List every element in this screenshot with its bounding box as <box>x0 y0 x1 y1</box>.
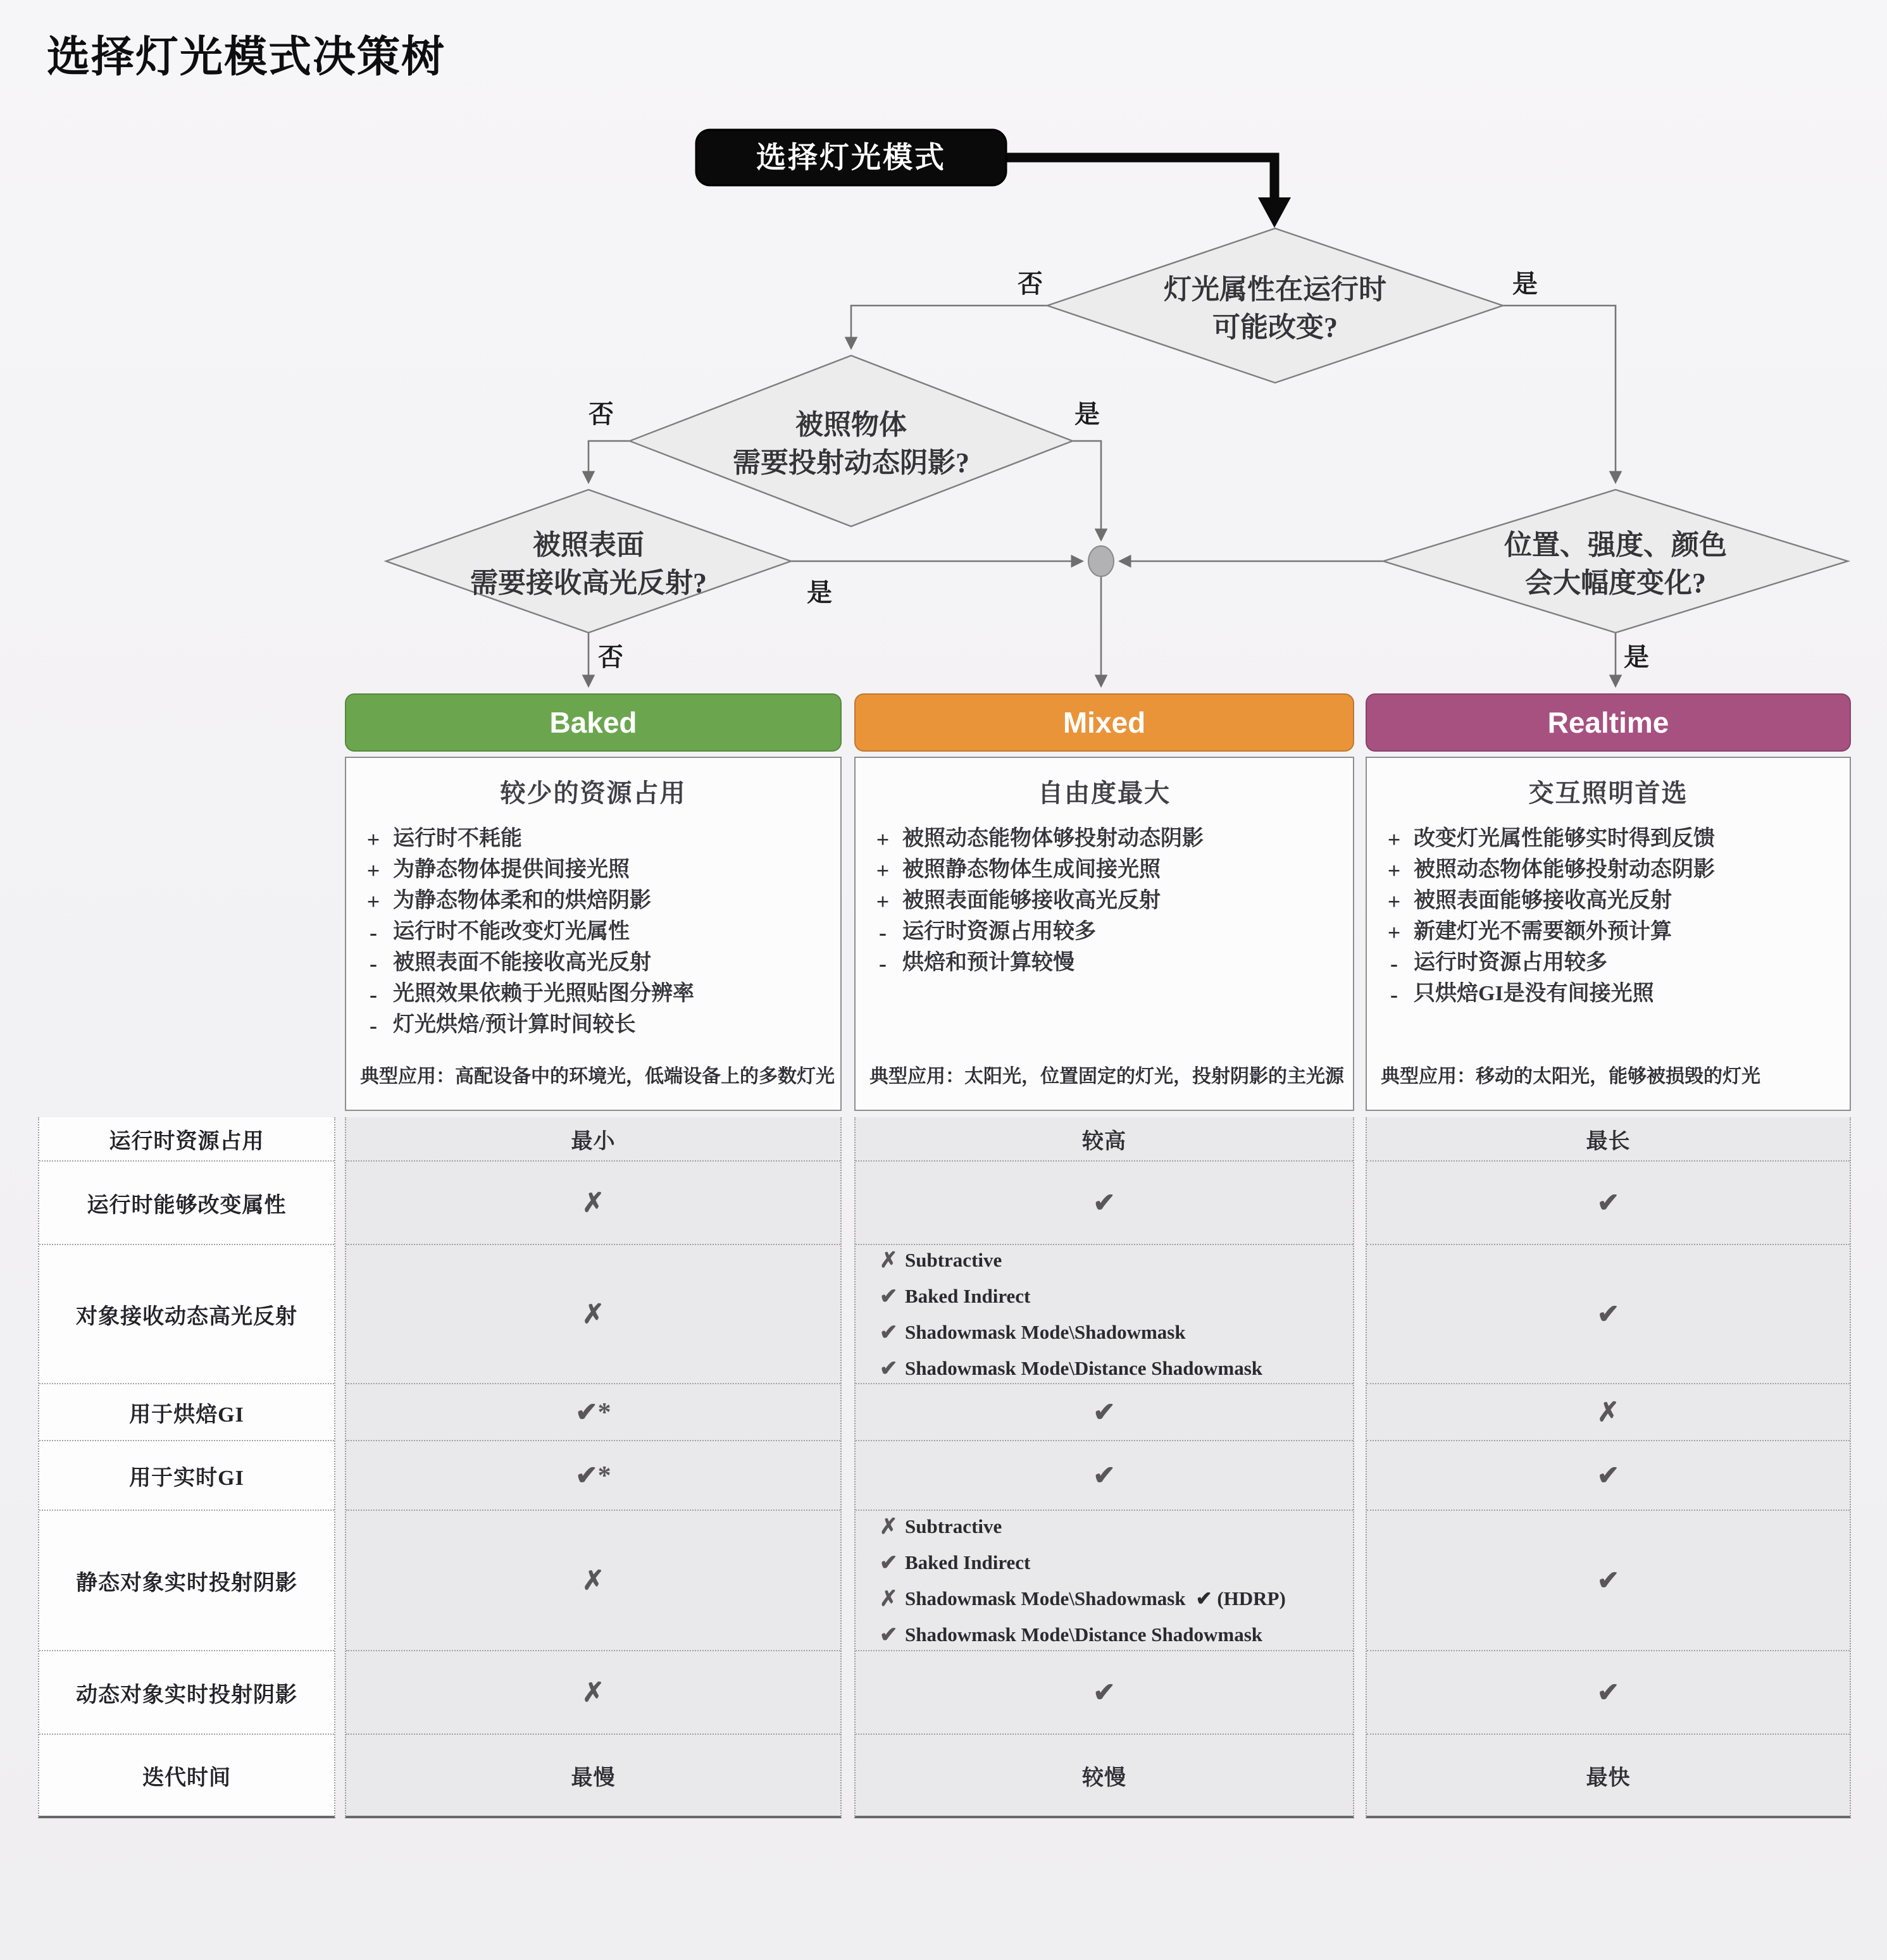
card-items <box>872 828 1353 975</box>
decision-text: 被照物体 <box>795 409 907 440</box>
table-cell <box>856 1162 1353 1245</box>
check-mark: ✔ <box>880 1320 898 1344</box>
check-mark: ✔ <box>1597 1566 1620 1596</box>
table-column-realtime <box>1366 1117 1851 1818</box>
cross-mark: ✗ <box>880 1587 898 1611</box>
edge-label-yes: 是 <box>1074 400 1100 428</box>
item-text: 烘焙和预计算较慢 <box>902 951 1074 974</box>
edge-d2-yes <box>1073 441 1101 540</box>
list-item <box>880 1550 1030 1575</box>
edge-label-yes: 是 <box>807 578 832 607</box>
table-cell <box>1367 1117 1850 1162</box>
card-item <box>363 921 840 944</box>
table-cell <box>346 1245 840 1384</box>
card-item <box>1383 952 1850 975</box>
list-item <box>880 1356 1262 1381</box>
table-cell <box>1367 1384 1850 1441</box>
card-baked <box>345 757 842 1111</box>
item-text: 被照动态物体能够投射动态阴影 <box>1414 858 1715 881</box>
item-text: 光照效果依赖于光照贴图分辨率 <box>393 982 694 1005</box>
item-text: 运行时不能改变灯光属性 <box>393 920 630 943</box>
check-mark: ✔ <box>1597 1461 1620 1491</box>
row-label: 静态对象实时投射阴影 <box>76 1571 297 1595</box>
item-sign: - <box>370 951 377 976</box>
decision-dynamic-shadow <box>630 356 1073 526</box>
card-mixed <box>854 757 1354 1111</box>
item-sign: + <box>1387 920 1401 945</box>
item-sign: - <box>1390 951 1398 976</box>
decision-light-change <box>1047 228 1503 383</box>
list-item <box>880 1284 1030 1309</box>
card-item <box>363 828 840 851</box>
card-item <box>1383 890 1850 913</box>
cell-value: 较慢 <box>1082 1766 1126 1790</box>
card-item <box>363 1014 840 1037</box>
item-sign: - <box>370 1013 377 1038</box>
decision-text: 被照表面 <box>533 530 644 561</box>
check-mark: ✔ <box>1093 1461 1116 1491</box>
check-mark: ✔ <box>880 1284 898 1308</box>
table-cell <box>1367 1735 1850 1816</box>
item-text: 被照表面能够接收高光反射 <box>902 889 1161 912</box>
card-item <box>1383 859 1850 882</box>
check-mark: ✔* <box>575 1461 611 1491</box>
list-item-text: Baked Indirect <box>905 1284 1031 1307</box>
cross-mark: ✗ <box>582 1566 605 1596</box>
item-text: 被照表面不能接收高光反射 <box>393 951 651 974</box>
edge-label-no: 否 <box>598 643 623 671</box>
item-sign: - <box>1390 982 1398 1007</box>
start-arrowhead <box>1258 197 1291 228</box>
item-sign: + <box>876 827 890 852</box>
table-cell <box>856 1384 1353 1441</box>
table-cell <box>856 1735 1353 1816</box>
row-label: 运行时资源占用 <box>109 1129 265 1153</box>
table-row-label <box>39 1651 334 1735</box>
card-title: 自由度最大 <box>1038 779 1171 807</box>
table-row-label <box>39 1511 334 1651</box>
table-cell <box>856 1511 1353 1651</box>
check-mark: ✔ <box>880 1551 898 1575</box>
card-item <box>872 921 1353 944</box>
check-mark: ✔* <box>575 1398 611 1427</box>
table-column-mixed <box>854 1117 1354 1818</box>
row-label: 动态对象实时投射阴影 <box>76 1683 297 1707</box>
edge-label-yes: 是 <box>1512 270 1538 298</box>
cell-value: 较高 <box>1082 1129 1126 1153</box>
list-item <box>880 1622 1262 1647</box>
item-sign: + <box>876 889 890 914</box>
row-label: 迭代时间 <box>142 1766 231 1790</box>
decision-text: 需要投射动态阴影? <box>733 447 969 478</box>
list-item-text: Shadowmask Mode\Distance Shadowmask <box>905 1623 1262 1646</box>
decision-specular <box>386 490 791 633</box>
item-sign: - <box>370 982 377 1007</box>
edge-label-no: 否 <box>589 400 614 428</box>
table-row-label <box>39 1162 334 1245</box>
item-sign: - <box>879 920 887 945</box>
card-typical-use: 典型应用：高配设备中的环境光，低端设备上的多数灯光 <box>360 1066 835 1087</box>
table-cell <box>856 1651 1353 1735</box>
item-sign: + <box>366 858 380 883</box>
item-text: 被照表面能够接收高光反射 <box>1414 889 1672 912</box>
check-mark: ✔ <box>1597 1300 1620 1329</box>
card-item <box>1383 828 1850 851</box>
card-item <box>872 859 1353 882</box>
table-cell <box>1367 1245 1850 1384</box>
edge-label-no: 否 <box>1018 270 1043 298</box>
card-item <box>1383 921 1850 944</box>
cross-mark: ✗ <box>880 1248 898 1272</box>
list-item-text: Shadowmask Mode\Distance Shadowmask <box>905 1356 1262 1379</box>
edge-d1-no <box>851 306 1047 348</box>
decision-text: 可能改变? <box>1212 312 1338 343</box>
table-cell <box>1367 1651 1850 1735</box>
row-label: 用于烘焙GI <box>129 1403 244 1427</box>
table-cell <box>346 1511 840 1651</box>
check-mark: ✔ <box>880 1623 898 1647</box>
table-row-label <box>39 1384 334 1441</box>
check-mark: ✔ <box>1597 1189 1620 1218</box>
row-label: 用于实时GI <box>129 1466 244 1490</box>
item-text: 新建灯光不需要额外预计算 <box>1414 920 1672 943</box>
decision-text: 位置、强度、颜色 <box>1504 530 1727 561</box>
table-cell <box>856 1245 1353 1384</box>
table-cell <box>346 1651 840 1735</box>
start-node-label: 选择灯光模式 <box>756 142 946 175</box>
card-item <box>363 983 840 1006</box>
table-cell <box>856 1117 1353 1162</box>
card-typical-use: 典型应用：太阳光，位置固定的灯光，投射阴影的主光源 <box>869 1066 1344 1087</box>
list-item <box>880 1320 1186 1345</box>
decision-text: 需要接收高光反射? <box>470 568 707 599</box>
cell-value: 最小 <box>571 1129 616 1153</box>
table-row-label <box>39 1245 334 1384</box>
cross-mark: ✗ <box>582 1300 605 1329</box>
decision-large-change <box>1383 490 1848 633</box>
item-text: 为静态物体提供间接光照 <box>393 858 630 881</box>
cross-mark: ✗ <box>1597 1398 1620 1427</box>
table-row-label <box>39 1441 334 1511</box>
card-title: 交互照明首选 <box>1528 779 1688 807</box>
list-item <box>880 1586 1286 1611</box>
list-item <box>880 1514 1002 1539</box>
item-text: 运行时不耗能 <box>393 827 522 850</box>
list-item <box>880 1248 1002 1273</box>
table-cell <box>346 1384 840 1441</box>
card-item <box>872 952 1353 975</box>
item-sign: + <box>1387 889 1401 914</box>
start-connector <box>1006 158 1274 201</box>
card-items <box>1383 828 1850 1006</box>
list-item-text: Subtractive <box>905 1248 1002 1271</box>
card-realtime <box>1366 757 1851 1111</box>
list-item-text: Shadowmask Mode\Shadowmask <box>905 1587 1186 1610</box>
item-sign: + <box>366 889 380 914</box>
item-sign: + <box>366 827 380 852</box>
card-item <box>872 890 1353 913</box>
table-cell <box>1367 1441 1850 1511</box>
card-title: 较少的资源占用 <box>500 779 687 807</box>
table-cell <box>346 1117 840 1162</box>
list-item-extra: ✔ (HDRP) <box>1195 1587 1286 1610</box>
check-mark: ✔ <box>1093 1678 1116 1708</box>
list-item-text: Baked Indirect <box>905 1551 1031 1573</box>
table-cell <box>1367 1162 1850 1245</box>
card-item <box>363 859 840 882</box>
item-text: 被照动态能物体够投射动态阴影 <box>902 827 1204 850</box>
cross-mark: ✗ <box>880 1515 898 1539</box>
cell-value: 最长 <box>1586 1129 1631 1153</box>
check-mark: ✔ <box>1597 1678 1620 1708</box>
table-column-baked <box>345 1117 842 1818</box>
item-sign: - <box>879 951 887 976</box>
item-text: 只烘焙GI是没有间接光照 <box>1414 982 1654 1005</box>
mode-box-baked: Baked <box>345 693 842 752</box>
cross-mark: ✗ <box>582 1678 605 1708</box>
item-sign: + <box>876 858 890 883</box>
row-label: 运行时能够改变属性 <box>87 1193 287 1217</box>
edge-d1-yes <box>1503 306 1616 482</box>
check-mark: ✔ <box>1093 1189 1116 1218</box>
item-sign: + <box>1387 858 1401 883</box>
item-text: 运行时资源占用较多 <box>1414 951 1607 974</box>
card-item <box>1383 983 1850 1006</box>
table-cell <box>1367 1511 1850 1651</box>
edge-d2-no <box>589 441 630 482</box>
cell-value: 最快 <box>1586 1766 1631 1790</box>
card-item <box>872 828 1353 851</box>
table-cell <box>856 1441 1353 1511</box>
card-items <box>363 828 840 1037</box>
check-mark: ✔ <box>1093 1398 1116 1427</box>
table-cell <box>346 1162 840 1245</box>
page-title: 选择灯光模式决策树 <box>47 33 446 81</box>
item-text: 灯光烘焙/预计算时间较长 <box>393 1013 636 1036</box>
table-row-label <box>39 1735 334 1816</box>
list-item-text: Shadowmask Mode\Shadowmask <box>905 1320 1186 1343</box>
item-text: 为静态物体柔和的烘焙阴影 <box>393 889 651 912</box>
cross-mark: ✗ <box>582 1189 605 1218</box>
table-column-labels <box>38 1117 335 1818</box>
decision-text: 灯光属性在运行时 <box>1164 274 1386 305</box>
list-item-text: Subtractive <box>905 1515 1002 1537</box>
item-sign: - <box>370 920 377 945</box>
cell-value: 最慢 <box>571 1766 616 1790</box>
item-text: 被照静态物体生成间接光照 <box>902 858 1161 881</box>
mode-box-mixed: Mixed <box>854 693 1354 752</box>
table-cell <box>346 1735 840 1816</box>
row-label: 对象接收动态高光反射 <box>76 1305 297 1329</box>
card-item <box>363 952 840 975</box>
item-text: 运行时资源占用较多 <box>902 920 1096 943</box>
table-row-label <box>39 1117 334 1162</box>
mode-box-realtime: Realtime <box>1366 693 1851 752</box>
table-cell <box>346 1441 840 1511</box>
card-item <box>363 890 840 913</box>
edge-label-yes: 是 <box>1624 643 1649 671</box>
decision-text: 会大幅度变化? <box>1525 568 1706 599</box>
card-typical-use: 典型应用：移动的太阳光，能够被损毁的灯光 <box>1381 1066 1760 1087</box>
check-mark: ✔ <box>880 1356 898 1380</box>
item-text: 改变灯光属性能够实时得到反馈 <box>1414 827 1715 850</box>
item-sign: + <box>1387 827 1401 852</box>
flowchart <box>0 0 1887 696</box>
junction-dot <box>1088 546 1114 576</box>
